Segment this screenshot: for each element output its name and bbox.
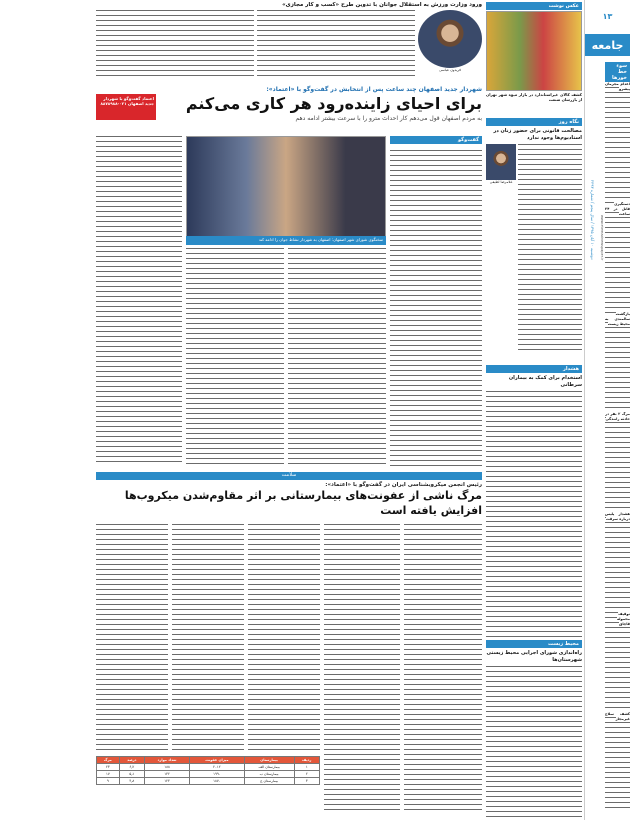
table-cell: بیمارستان ج	[244, 778, 294, 785]
table-row	[97, 778, 320, 785]
author-caption: غلامرضا لطیفی	[489, 180, 513, 184]
table-row	[97, 771, 320, 778]
table-header: مرگ	[97, 757, 120, 764]
lead-subhead: به مردم اصفهان قول می‌دهم کار احداث مترو را با سرعت بیشتر ادامه دهم	[295, 115, 482, 122]
table-cell: ۱۸۷۰	[190, 778, 244, 785]
page-number: ۱۳	[585, 0, 630, 32]
nagah-body	[518, 144, 582, 354]
table-cell: ۱۲۴	[144, 778, 189, 785]
infection-table	[96, 756, 320, 818]
table-cell: ۵٫۱	[119, 771, 144, 778]
hashdar-body	[486, 391, 582, 641]
table-cell: بیمارستان الف	[244, 764, 294, 771]
lead-body-col	[186, 248, 284, 466]
health-headline: مرگ ناشی از عفونت‌های بیمارستانی بر اثر مقاوم‌شدن میکروب‌ها افزایش یافته است	[124, 489, 482, 517]
table-cell: ۲۰۱۲	[190, 764, 244, 771]
table-cell: بیمارستان ب	[244, 771, 294, 778]
table-cell: ۱۸۸	[144, 764, 189, 771]
health-body-col	[404, 524, 482, 814]
section-title: جامعه	[585, 34, 630, 56]
env-title: راه‌اندازی شورای اجرایی محیط زیستی شهرستان‌ها	[486, 650, 582, 663]
health-body-col	[324, 524, 400, 814]
health-body-col	[248, 524, 320, 754]
brief-section: سوء خط خورها	[605, 62, 630, 82]
lead-kicker: شهردار جدید اصفهان چند ساعت پس از انتخابش در گفت‌وگو با «اعتماد»:	[266, 86, 482, 93]
lead-headline: برای احیای زاینده‌رود هر کاری می‌کنم	[185, 94, 482, 113]
hashdar-title: استخدام برای کمک به بیماران سرطانی	[508, 375, 582, 388]
photo-news-caption: کشف کالای غیراستاندارد در بازار میوه شهر تهران از بازرسان صنعت	[486, 92, 582, 102]
top-story-photo	[418, 10, 482, 68]
table-header: درصد	[119, 757, 144, 764]
website: www.etemadnewspaper.ir	[600, 214, 604, 260]
photo-news	[486, 2, 582, 114]
hashdar-column	[486, 365, 582, 635]
table-header: بیمارستان	[244, 757, 294, 764]
nagah-column	[486, 118, 582, 358]
brief-item: توقیف محموله قاچاق	[605, 612, 630, 712]
health-body-col	[96, 524, 168, 754]
brief-list	[605, 62, 630, 812]
brief-item: هشدار پلیس درباره سرقت	[605, 512, 630, 612]
health-section: سلامت	[96, 472, 482, 480]
brief-item: بازگشت سالمندی به محیط زیست	[605, 312, 630, 412]
table-row	[97, 764, 320, 771]
lead-body-col	[288, 248, 386, 466]
interview-label: گفت‌وگو	[390, 136, 482, 148]
lead-photo-caption: سخنگوی شورای شهر اصفهان: اصفهان به شهردار نشاط جوان را ادامه کند	[186, 236, 386, 245]
table-cell: ۲	[294, 771, 319, 778]
lead-body-col	[390, 150, 482, 466]
nagah-title: مصالحت قانونی برای حضور زنان در استادیوم‌ها وجود ندارد	[493, 128, 582, 141]
top-story-kicker: ورود وزارت ورزش به استقلال جوانان با تدوین طرح «کسب و کار مجازی»	[282, 2, 482, 8]
health-kicker: رئیس انجمن میکروبشناسی ایران در گفت‌وگو با «اعتماد»:	[325, 482, 482, 488]
table-cell: ۹	[97, 778, 120, 785]
hashdar-section: هشدار	[486, 365, 582, 373]
top-story-photo-caption: فریدون عباسی	[439, 68, 461, 72]
photo-news-section: عکس نوشت	[486, 2, 582, 10]
env-section: محیط زیست	[486, 640, 582, 648]
lead-photo	[186, 136, 386, 238]
table-cell: ۶٫۲	[119, 764, 144, 771]
top-story-body	[96, 10, 254, 80]
health-head	[96, 482, 482, 522]
table-header: تعداد موارد	[144, 757, 189, 764]
nagah-section: نگاه روز	[486, 118, 582, 126]
top-story	[96, 2, 482, 82]
table-cell: ۴٫۸	[119, 778, 144, 785]
table-cell: ۱۴۲	[144, 771, 189, 778]
brief-item: کشف سلاح غیرمجاز	[605, 712, 630, 812]
table-cell: ۱۹۹۰	[190, 771, 244, 778]
env-body	[486, 666, 582, 820]
author-photo	[486, 144, 516, 180]
table-header: میزان عفونت	[190, 757, 244, 764]
brief-item: دستگیری قاتل در ۲۴ ساعت	[605, 202, 630, 312]
top-story-body	[257, 10, 415, 80]
red-callout: اعتماد گفت‌وگو با شهردار جدید اصفهان ۰۲۱-۸۸۷۸۹۸۸	[96, 94, 156, 120]
brief-item: اعدام مجرمان پیشرو	[605, 82, 630, 202]
env-column	[486, 640, 582, 818]
issue-meta: دوشنبه ۱۰ آبان ۱۳۹۵ / سال پنجم / شماره ۲۴۹۳	[590, 180, 595, 260]
table-cell: ۲۳	[97, 764, 120, 771]
lead-body-col	[96, 136, 182, 466]
market-photo	[486, 11, 582, 91]
table-cell: ۱	[294, 764, 319, 771]
table-header: ردیف	[294, 757, 319, 764]
table-cell: ۳	[294, 778, 319, 785]
section-rail	[584, 0, 630, 820]
table-cell: ۱۷	[97, 771, 120, 778]
health-body-col	[172, 524, 244, 754]
brief-item: مرگ ۲ نفر در حادثه رانندگی	[605, 412, 630, 512]
